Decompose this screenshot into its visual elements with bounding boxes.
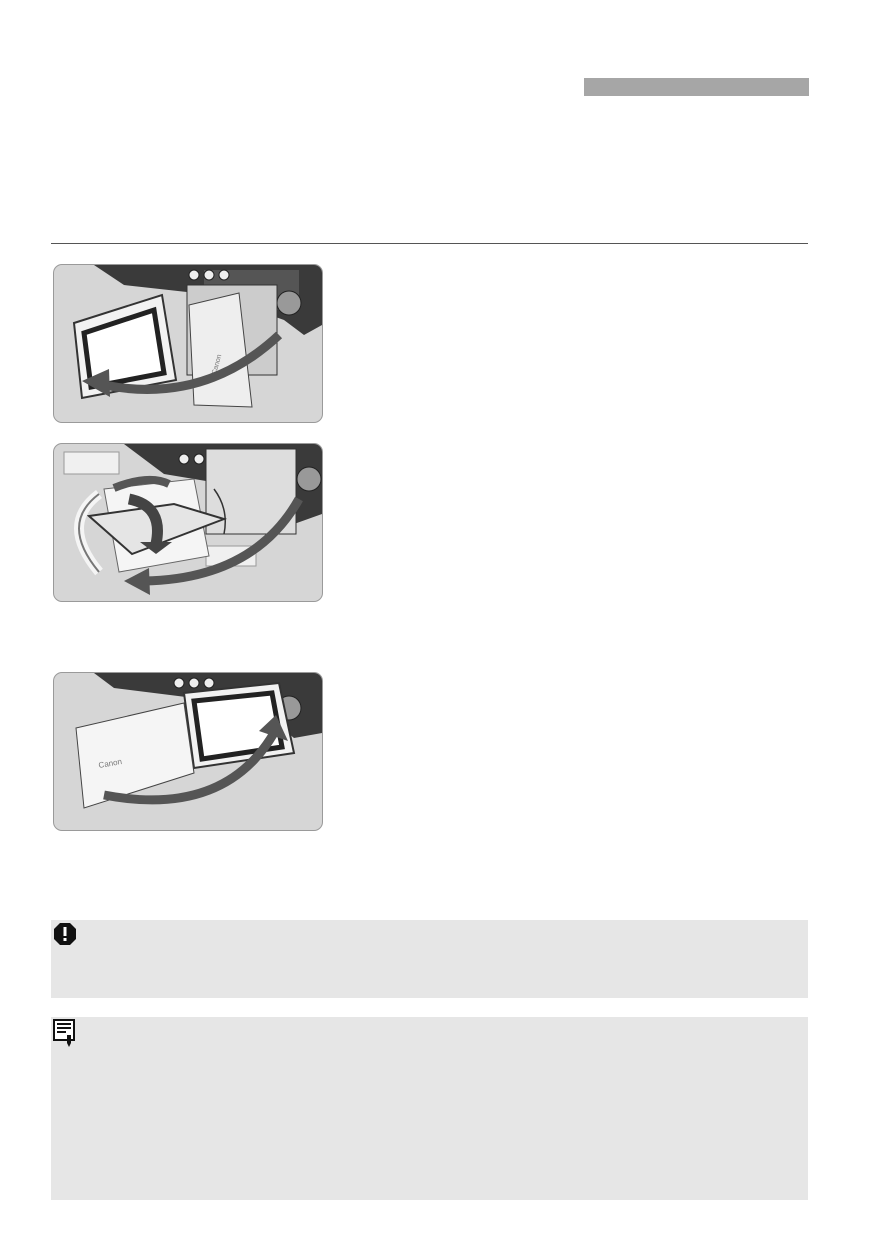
memo-icon [53,1019,75,1049]
caution-icon [53,922,77,946]
section-header-bar [584,78,809,96]
horizontal-rule [51,243,808,244]
brand-text: Canon [97,757,123,770]
lcd-open-illustration [53,264,323,423]
caution-box [51,920,808,998]
brand-text: Canon [211,353,224,376]
lcd-reverse-illustration [53,672,323,831]
note-box [51,1017,808,1200]
lcd-rotate-illustration [53,443,323,602]
